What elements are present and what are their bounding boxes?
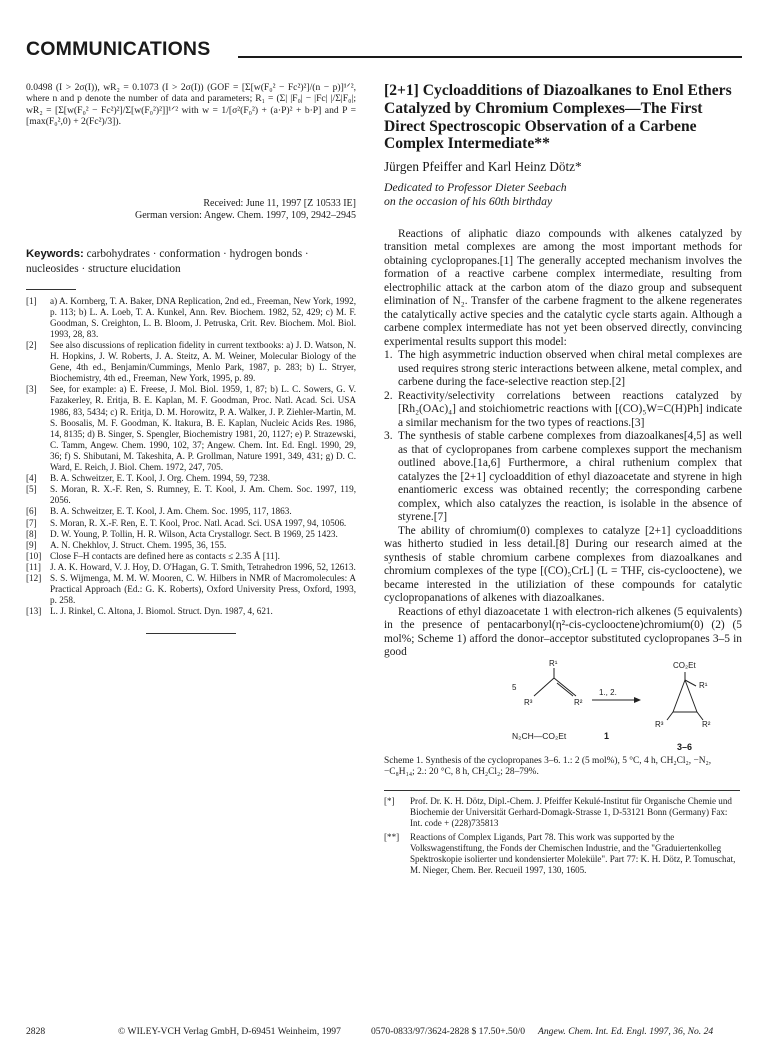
reference-item bbox=[26, 506, 356, 517]
acknowledgement-text: Reactions of Complex Ligands, Part 78. This work was supported by the Volkswagenstiftung, the Fonds der Chemischen Industrie, and the "Graduiertenkolleg Spektroskopie isolierter und kondensierter Moleküle". Part 77: K. H. Dötz, P. Tomuschat, M. Nieger, Chem. Ber. Recueil 1997, 130, 1605. bbox=[410, 832, 736, 876]
publisher-line: © WILEY-VCH Verlag GmbH, D-69451 Weinheim, 1997 bbox=[118, 1026, 341, 1037]
list-text: The high asymmetric induction observed when chiral metal complexes are used requires strong steric interactions between alkene, metal complex, and carbene during the face-selective reaction step.[2] bbox=[398, 349, 742, 389]
list-item bbox=[384, 349, 742, 390]
ref-text: See also discussions of replication fidelity in current textbooks: a) J. D. Watson, N. H. Hopkins, J. W. Roberts, J. A. Steitz, A. M. Weiner, Molecular Biology of the Gene, 4th ed., Benjamin/Cummings, Menlo Park, 1987, p. 283; b) L. Stryer, Biochemistry, 4th ed., Freeman, New York, 1995, p. 89. bbox=[50, 340, 356, 384]
header-rule bbox=[238, 56, 742, 58]
ref-num: [10] bbox=[26, 550, 42, 561]
reference-item bbox=[26, 551, 356, 562]
substituent-label: R² bbox=[574, 697, 583, 707]
paragraph-2: The ability of chromium(0) complexes to catalyze [2+1] cycloadditions was hitherto studied in less detail.[8] During our research aimed at the synthesis of stable chromium carbene complexes from diazoalkanes and chromium complexes of the type [(CO)₅CrL] (L = THF, cis-cyclooctene), we became interested in the utiliziation of these compounds for catalytic cyclopropanations of alkenes with diazoalkanes. bbox=[384, 524, 742, 605]
paragraph-3: Reactions of ethyl diazoacetate 1 with electron-rich alkenes (5 equivalents) in the presence of pentacarbonyl(η²-cis-cyclooctene)chromium(0) (2) (5 mol%; Scheme 1) afford the donor–acceptor substituted cyclopropanes 3–5 in good bbox=[384, 605, 742, 659]
paragraph-1: Reactions of aliphatic diazo compounds with alkenes catalyzed by transition metal complexes are among the most important methods for obtaining cyclopropanes.[1] The generally accepted mechanism involves the formation of a reactive carbene complex intermediate, resulting from electrophilic attack at the carbon atom of the diazo group and subsequent elimination of N₂. Transfer of the carbene fragment to the alkene regenerates the catalytically active species and the catalytic cycle starts again. Although a carbene complex intermediate has not yet been observed directly, convincing experimental results support this model: bbox=[384, 227, 742, 348]
article-authors: Jürgen Pfeiffer and Karl Heinz Dötz* bbox=[384, 159, 582, 175]
reference-item bbox=[26, 562, 356, 573]
ref-num: [11] bbox=[26, 561, 41, 572]
evidence-list bbox=[384, 349, 742, 525]
reference-item bbox=[26, 606, 356, 617]
article-code: 0570-0833/97/3624-2828 $ 17.50+.50/0 bbox=[371, 1026, 526, 1037]
compound-number: 5 bbox=[512, 682, 517, 692]
ref-num: [9] bbox=[26, 539, 37, 550]
ref-text: B. A. Schweitzer, E. T. Kool, J. Am. Chem. Soc. 1995, 117, 1863. bbox=[50, 506, 292, 517]
ref-num: [3] bbox=[26, 384, 37, 395]
left-column bbox=[26, 82, 356, 634]
reference-item bbox=[26, 529, 356, 540]
ring-bond bbox=[673, 680, 685, 712]
references-end-rule bbox=[146, 633, 236, 634]
reference-item bbox=[26, 340, 356, 384]
ring-bond bbox=[685, 680, 697, 712]
ref-num: [13] bbox=[26, 606, 42, 617]
reference-item bbox=[26, 484, 356, 506]
list-num: 3. bbox=[384, 430, 393, 443]
reference-item bbox=[26, 473, 356, 484]
acknowledgement-note bbox=[384, 832, 740, 876]
journal-citation: Angew. Chem. Int. Ed. Engl. 1997, 36, No. 24 bbox=[538, 1026, 714, 1037]
substituent-label: R² bbox=[702, 719, 711, 729]
ref-text: B. A. Schweitzer, E. T. Kool, J. Org. Chem. 1994, 59, 7238. bbox=[50, 473, 270, 484]
double-bond bbox=[557, 683, 573, 696]
ref-num: [7] bbox=[26, 517, 37, 528]
received-info bbox=[26, 198, 356, 223]
ref-text: D. W. Young, P. Tollin, H. R. Wilson, Acta Crystallogr. Sect. B 1969, 25 1423. bbox=[50, 528, 338, 539]
bond bbox=[554, 678, 576, 696]
list-text: The synthesis of stable carbene complexes from diazoalkanes[4,5] as well as that of cyclopropanes from carbene complexes support the mechanism outlined above.[1a,6] Furthermore, a chiral ruthenium complex that catalyzes the [2+1] cycloaddition of ethyl diazoacetate and styrene in high enantiomeric excess was obtained recently; the corresponding carbene complex, which also catalyzes the reaction, is isolable in the absence of styrene.[7] bbox=[398, 430, 742, 524]
received-date: Received: June 11, 1997 [Z 10533 IE] bbox=[203, 197, 356, 209]
ref-num: [5] bbox=[26, 484, 37, 495]
scheme-caption: Scheme 1. Synthesis of the cyclopropanes 3–6. 1.: 2 (5 mol%), 5 °C, 4 h, CH₂Cl₂, −N₂, −C₈H₁₄; 2.: 20 °C, 8 h, CH₂Cl₂; 28–79%. bbox=[384, 755, 712, 777]
ref-num: [6] bbox=[26, 506, 37, 517]
ref-text: Close F–H contacts are defined here as contacts ≤ 2.35 Å [11]. bbox=[50, 550, 280, 561]
ref-num: [8] bbox=[26, 528, 37, 539]
reagent-formula: N₂CH—CO₂Et bbox=[512, 730, 567, 741]
list-text: Reactivity/selectivity correlations between reactions catalyzed by [Rh₂(OAc)₄] and stoichiometric reactions with [(CO)₅W=C(H)Ph] indicate a similar mechanism for the two types of reactions.[3] bbox=[398, 389, 742, 429]
list-item bbox=[384, 390, 742, 431]
substituent-label: CO₂Et bbox=[673, 660, 696, 670]
list-item bbox=[384, 430, 742, 525]
footnote-rule bbox=[26, 289, 76, 290]
list-num: 1. bbox=[384, 349, 393, 362]
references-list bbox=[26, 296, 356, 618]
ref-text: S. Moran, R. X.-F. Ren, E. T. Kool, Proc. Natl. Acad. Sci. USA 1997, 94, 10506. bbox=[50, 517, 347, 528]
section-title: COMMUNICATIONS bbox=[26, 38, 211, 60]
reaction-scheme bbox=[384, 658, 742, 754]
substituent-label: R³ bbox=[524, 697, 533, 707]
ref-num: [2] bbox=[26, 340, 37, 350]
page-header bbox=[26, 38, 742, 64]
footnote-mark: [*] bbox=[384, 796, 395, 807]
substituent-label: R¹ bbox=[699, 680, 708, 690]
bond bbox=[667, 712, 673, 720]
page-number: 2828 bbox=[26, 1026, 46, 1037]
right-column bbox=[384, 82, 742, 876]
affiliation-text: Prof. Dr. K. H. Dötz, Dipl.-Chem. J. Pfeiffer Kekulé-Institut für Organische Chemie und Biochemie der Universität Gerhard-Domagk-Strasse 1, D-53121 Bonn (Germany) Fax: Int. code + (228)735813 bbox=[410, 796, 732, 829]
footnotes bbox=[384, 790, 740, 876]
crystallographic-note: 0.0498 (I > 2σ(I)), wR₂ = 0.1073 (I > 2σ(I)) (GOF = [Σ[w(F₀² − Fc²)²]/(n − p)]¹ᐟ², where n and p denote the number of data and parameters; R₁ = (Σ| |F₀| − |Fc| |/Σ|F₀|; wR₂ = [Σ[w(F₀² − Fc²)²]/Σ[w(F₀²)²]]¹ᐟ² with w = 1/[σ²(F₀²) + (a·P)² + b·P] and P = [max(F₀²,0) + 2(Fc²)/3]). bbox=[26, 82, 356, 128]
ref-num: [4] bbox=[26, 473, 37, 484]
bond bbox=[534, 678, 554, 696]
ref-text: L. J. Rinkel, C. Altona, J. Biomol. Struct. Dyn. 1987, 4, 621. bbox=[50, 606, 273, 617]
ref-text: A. N. Chekhlov, J. Struct. Chem. 1995, 36, 155. bbox=[50, 539, 227, 550]
ref-text: a) A. Kornberg, T. A. Baker, DNA Replication, 2nd ed., Freeman, New York, 1992, p. 113; b) L. A. Loeb, T. A. Kunkel, Ann. Rev. Biochem. 1982, 52, 429; c) M. F. Goodman, S. Creighton, L. B. Bloom, J. Petruska, Crit. Rev. Biochem. Mol. Biol. 1993, 28, 83. bbox=[50, 295, 356, 339]
substituent-label: R¹ bbox=[549, 658, 558, 668]
keywords-label: Keywords: bbox=[26, 247, 84, 260]
ref-text: See, for example: a) E. Freese, J. Mol. Biol. 1959, 1, 87; b) L. C. Sowers, G. V. Fazakerley, R. Eritja, B. E. Kaplan, M. F. Goodman, Proc. Natl. Acad. Sci. USA 1986, 83, 5434; c) R. Eritja, D. M. Horowitz, P. A. Walker, J. P. Ziehler-Martin, M. S. Boosalis, M. F. Goodman, K. Itakura, B. E. Kaplan, Nucleic Acids Res. 1986, 14, 8135; d) B. Singer, S. Spengler, Biochemistry 1981, 20, 1127; e) P. Strazewski, C. Tamm, Angew. Chem. 1990, 102, 37; Angew. Chem. Int. Ed. Engl. 1990, 29, 36; f) S. Shibutani, M. Takeshita, A. P. Grollman, Nature 1991, 349, 431; g) D. C. Ward, E. Reich, J. Biol. Chem. 1972, 247, 705. bbox=[50, 384, 356, 473]
reaction-conditions: 1., 2. bbox=[599, 687, 617, 697]
dedication bbox=[384, 181, 742, 209]
ref-text: J. A. K. Howard, V. J. Hoy, D. O'Hagan, G. T. Smith, Tetrahedron 1996, 52, 12613. bbox=[50, 561, 356, 572]
keywords-text: carbohydrates · conformation · hydrogen bonds · nucleosides · structure elucidation bbox=[26, 247, 309, 275]
compound-number: 1 bbox=[604, 730, 610, 741]
dedication-line-1: Dedicated to Professor Dieter Seebach bbox=[384, 181, 567, 195]
arrow-head bbox=[634, 697, 641, 703]
reference-item bbox=[26, 296, 356, 340]
reference-item bbox=[26, 540, 356, 551]
ref-text: S. Moran, R. X.-F. Ren, S. Rumney, E. T. Kool, J. Am. Chem. Soc. 1997, 119, 2056. bbox=[50, 484, 356, 506]
reference-item bbox=[26, 384, 356, 473]
reference-item bbox=[26, 573, 356, 606]
article-body bbox=[384, 228, 742, 660]
reference-item bbox=[26, 518, 356, 529]
ref-num: [12] bbox=[26, 572, 42, 583]
ref-text: S. S. Wijmenga, M. M. W. Mooren, C. W. Hilbers in NMR of Macromolecules: A Practical Approach (Ed.: G. K. Roberts), Oxford University Press, Oxford, 1993, p. 258. bbox=[50, 572, 356, 606]
bond bbox=[697, 712, 703, 720]
substituent-label: R³ bbox=[655, 719, 664, 729]
keywords bbox=[26, 247, 356, 277]
german-version: German version: Angew. Chem. 1997, 109, 2942–2945 bbox=[135, 210, 356, 222]
affiliation-note bbox=[384, 796, 740, 829]
ref-num: [1] bbox=[26, 295, 37, 306]
article-title: [2+1] Cycloadditions of Diazoalkanes to Enol Ethers Catalyzed by Chromium Complexes—The First Direct Spectroscopic Observation of a Carbene Complex Intermediate** bbox=[384, 82, 732, 153]
product-number: 3–6 bbox=[677, 741, 693, 752]
dedication-line-2: on the occasion of his 60th birthday bbox=[384, 195, 553, 209]
list-num: 2. bbox=[384, 389, 393, 402]
footnote-mark: [**] bbox=[384, 832, 400, 843]
